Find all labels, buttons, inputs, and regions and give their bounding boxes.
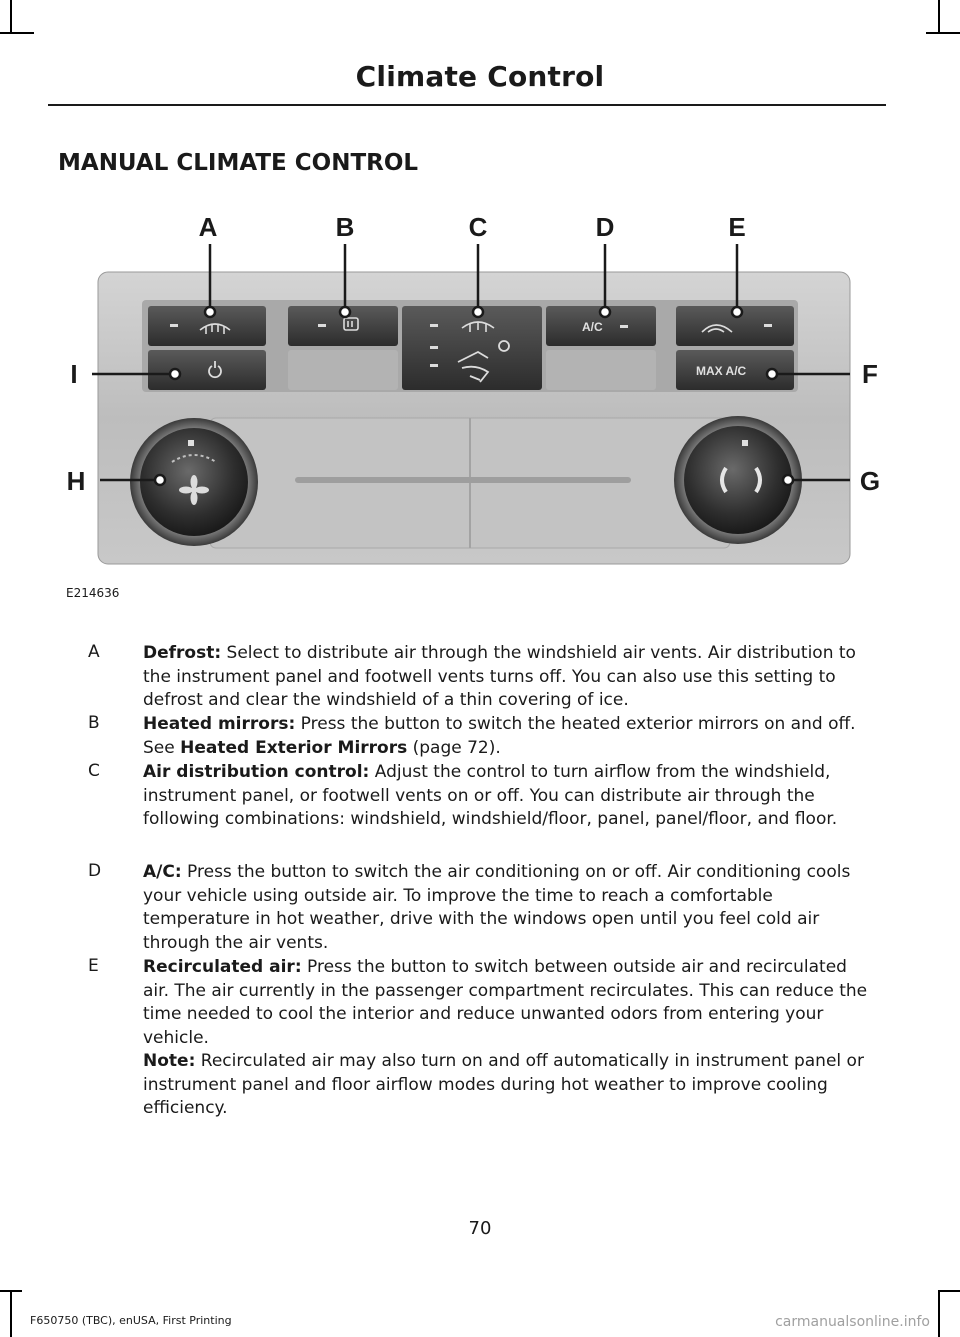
entry-body: [143, 861, 878, 955]
entry-body: [143, 642, 878, 713]
entry-text: Adjust the control to turn airflow from the windshield, instrument panel, or footwell vents on or off. You can distribute air through the following combinations: windshield, windshield/floor, panel, panel/floor, and floor.: [143, 762, 838, 829]
entry-term: Recirculated air:: [143, 957, 302, 977]
crop-mark: [10, 1290, 12, 1337]
section-title: MANUAL CLIMATE CONTROL: [58, 150, 419, 176]
callout-f: F: [862, 359, 878, 389]
entry-text: Press the button to switch the heated exterior mirrors on and off. See: [143, 714, 856, 758]
entry-note: [88, 1050, 878, 1121]
entry-ac: [88, 861, 878, 955]
climate-control-figure: [60, 200, 880, 600]
crop-mark: [0, 1290, 22, 1292]
entry-term: A/C:: [143, 862, 182, 882]
entry-text: Press the button to switch between outside air and recirculated air. The air currently in the passenger compartment recirculates. This can reduce the time needed to cool the interior and reduce unwanted odors from entering your vehicle.: [143, 957, 868, 1048]
entry-defrost: [88, 642, 878, 713]
entry-recirculated-air: [88, 956, 878, 1050]
callout-d: D: [595, 212, 615, 242]
callout-h: H: [66, 466, 86, 496]
ac-button-label: A/C: [582, 320, 603, 334]
header-divider: [48, 104, 886, 106]
entry-key: C: [88, 761, 100, 781]
figure-code: E214636: [66, 586, 120, 600]
entry-body: [143, 713, 878, 760]
entry-term: Air distribution control:: [143, 762, 370, 782]
entry-term: Defrost:: [143, 643, 222, 663]
crop-mark: [938, 1290, 960, 1292]
page-header-title: Climate Control: [355, 60, 605, 93]
power-button[interactable]: [148, 350, 266, 390]
note-term: Note:: [143, 1051, 196, 1071]
page-number: 70: [468, 1218, 492, 1239]
footer-text: F650750 (TBC), enUSA, First Printing: [30, 1314, 232, 1327]
note-body: [143, 1050, 878, 1121]
entry-body: [143, 956, 878, 1050]
crop-mark: [938, 1290, 940, 1337]
crop-mark: [938, 0, 940, 34]
entry-air-distribution: [88, 761, 878, 832]
entry-key: D: [88, 861, 102, 881]
entry-heated-mirrors: [88, 713, 878, 760]
entry-term: Heated mirrors:: [143, 714, 296, 734]
max-ac-button-label: MAX A/C: [696, 364, 747, 378]
watermark: carmanualsonline.info: [775, 1314, 930, 1330]
entry-key: B: [88, 713, 100, 733]
note-text: Recirculated air may also turn on and off automatically in instrument panel or instrument panel and floor airflow modes during hot weather to improve cooling efficiency.: [143, 1051, 864, 1118]
entry-text-tail: (page 72).: [407, 737, 501, 758]
blank-button-bay: [288, 350, 398, 390]
cross-reference-link[interactable]: Heated Exterior Mirrors: [180, 737, 408, 758]
callout-e: E: [728, 212, 746, 242]
crop-mark: [926, 32, 960, 34]
entry-text: Select to distribute air through the windshield air vents. Air distribution to the instrument panel and footwell vents turns off. You can also use this setting to defrost and clear the windshield of a thin covering of ice.: [143, 643, 856, 710]
entry-body: [143, 761, 878, 832]
blank-button-bay: [546, 350, 656, 390]
callout-c: C: [468, 212, 488, 242]
callout-b: B: [335, 212, 355, 242]
callout-a: A: [198, 212, 218, 242]
crop-mark: [0, 32, 34, 34]
callout-i: I: [70, 359, 78, 389]
entry-key: A: [88, 642, 100, 662]
crop-mark: [10, 0, 12, 34]
callout-g: G: [859, 466, 880, 496]
entry-key: E: [88, 956, 99, 976]
entry-text: Press the button to switch the air conditioning on or off. Air conditioning cools your vehicle using outside air. To improve the time to reach a comfortable temperature in hot weather, drive with the windows open until you feel cold air through the air vents.: [143, 862, 851, 953]
